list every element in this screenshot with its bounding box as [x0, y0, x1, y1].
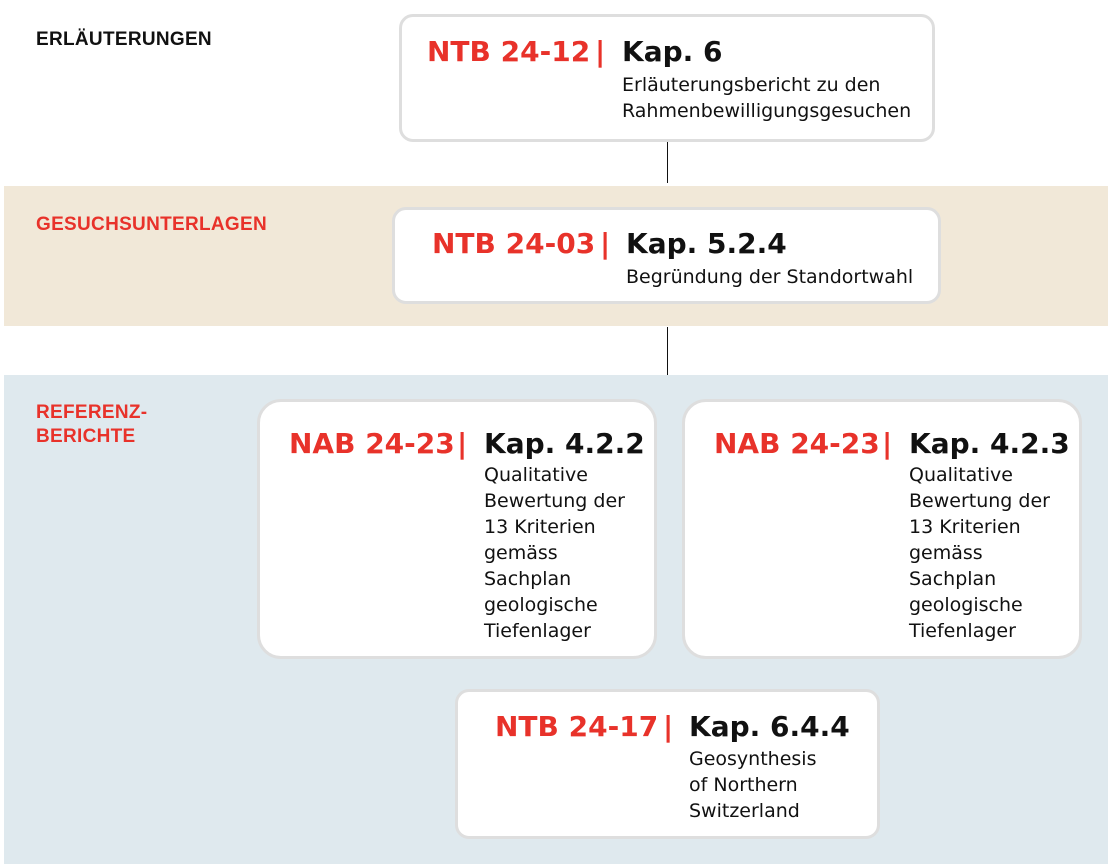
- report-reference: NAB 24-23: [714, 427, 880, 460]
- card-description: Erläuterungsbericht zu den Rahmenbewilligungsgesuchen: [622, 74, 912, 122]
- card-nab-24-23-kap-4-2-3: [682, 399, 1082, 659]
- report-reference: NTB 24-03: [432, 227, 596, 260]
- report-reference: NAB 24-23: [289, 427, 455, 460]
- section-label-erlaeuterungen: ERLÄUTERUNGEN: [36, 29, 212, 50]
- separator-bar: |: [663, 710, 674, 743]
- card-description: Qualitative Bewertung der 13 Kriterien gemäss Sachplan geologische Tiefenlager: [484, 464, 625, 642]
- card-ntb-24-17: [455, 689, 880, 839]
- separator-bar: |: [600, 227, 611, 260]
- separator-bar: |: [457, 427, 468, 460]
- separator-bar: |: [595, 35, 606, 68]
- card-nab-24-23-kap-4-2-2: [257, 399, 657, 659]
- connector-line-top: [667, 141, 668, 183]
- card-description: Begründung der Standortwahl: [626, 266, 914, 288]
- report-reference: NTB 24-12: [427, 35, 591, 68]
- chapter-reference: Kap. 6.4.4: [689, 710, 850, 743]
- separator-bar: |: [882, 427, 893, 460]
- section-label-gesuchsunterlagen: GESUCHSUNTERLAGEN: [36, 214, 268, 235]
- card-description: Qualitative Bewertung der 13 Kriterien gemäss Sachplan geologische Tiefenlager: [909, 464, 1050, 642]
- section-label-referenzberichte: REFERENZ- BERICHTE: [36, 402, 148, 447]
- chapter-reference: Kap. 4.2.2: [484, 427, 645, 460]
- chapter-reference: Kap. 4.2.3: [909, 427, 1070, 460]
- card-ntb-24-03: [392, 207, 941, 304]
- card-description: Geosynthesis of Northern Switzerland: [689, 748, 817, 822]
- report-reference: NTB 24-17: [495, 710, 659, 743]
- chapter-reference: Kap. 5.2.4: [626, 227, 787, 260]
- connector-line-middle: [667, 327, 668, 375]
- chapter-reference: Kap. 6: [622, 35, 723, 68]
- card-ntb-24-12: [399, 14, 935, 142]
